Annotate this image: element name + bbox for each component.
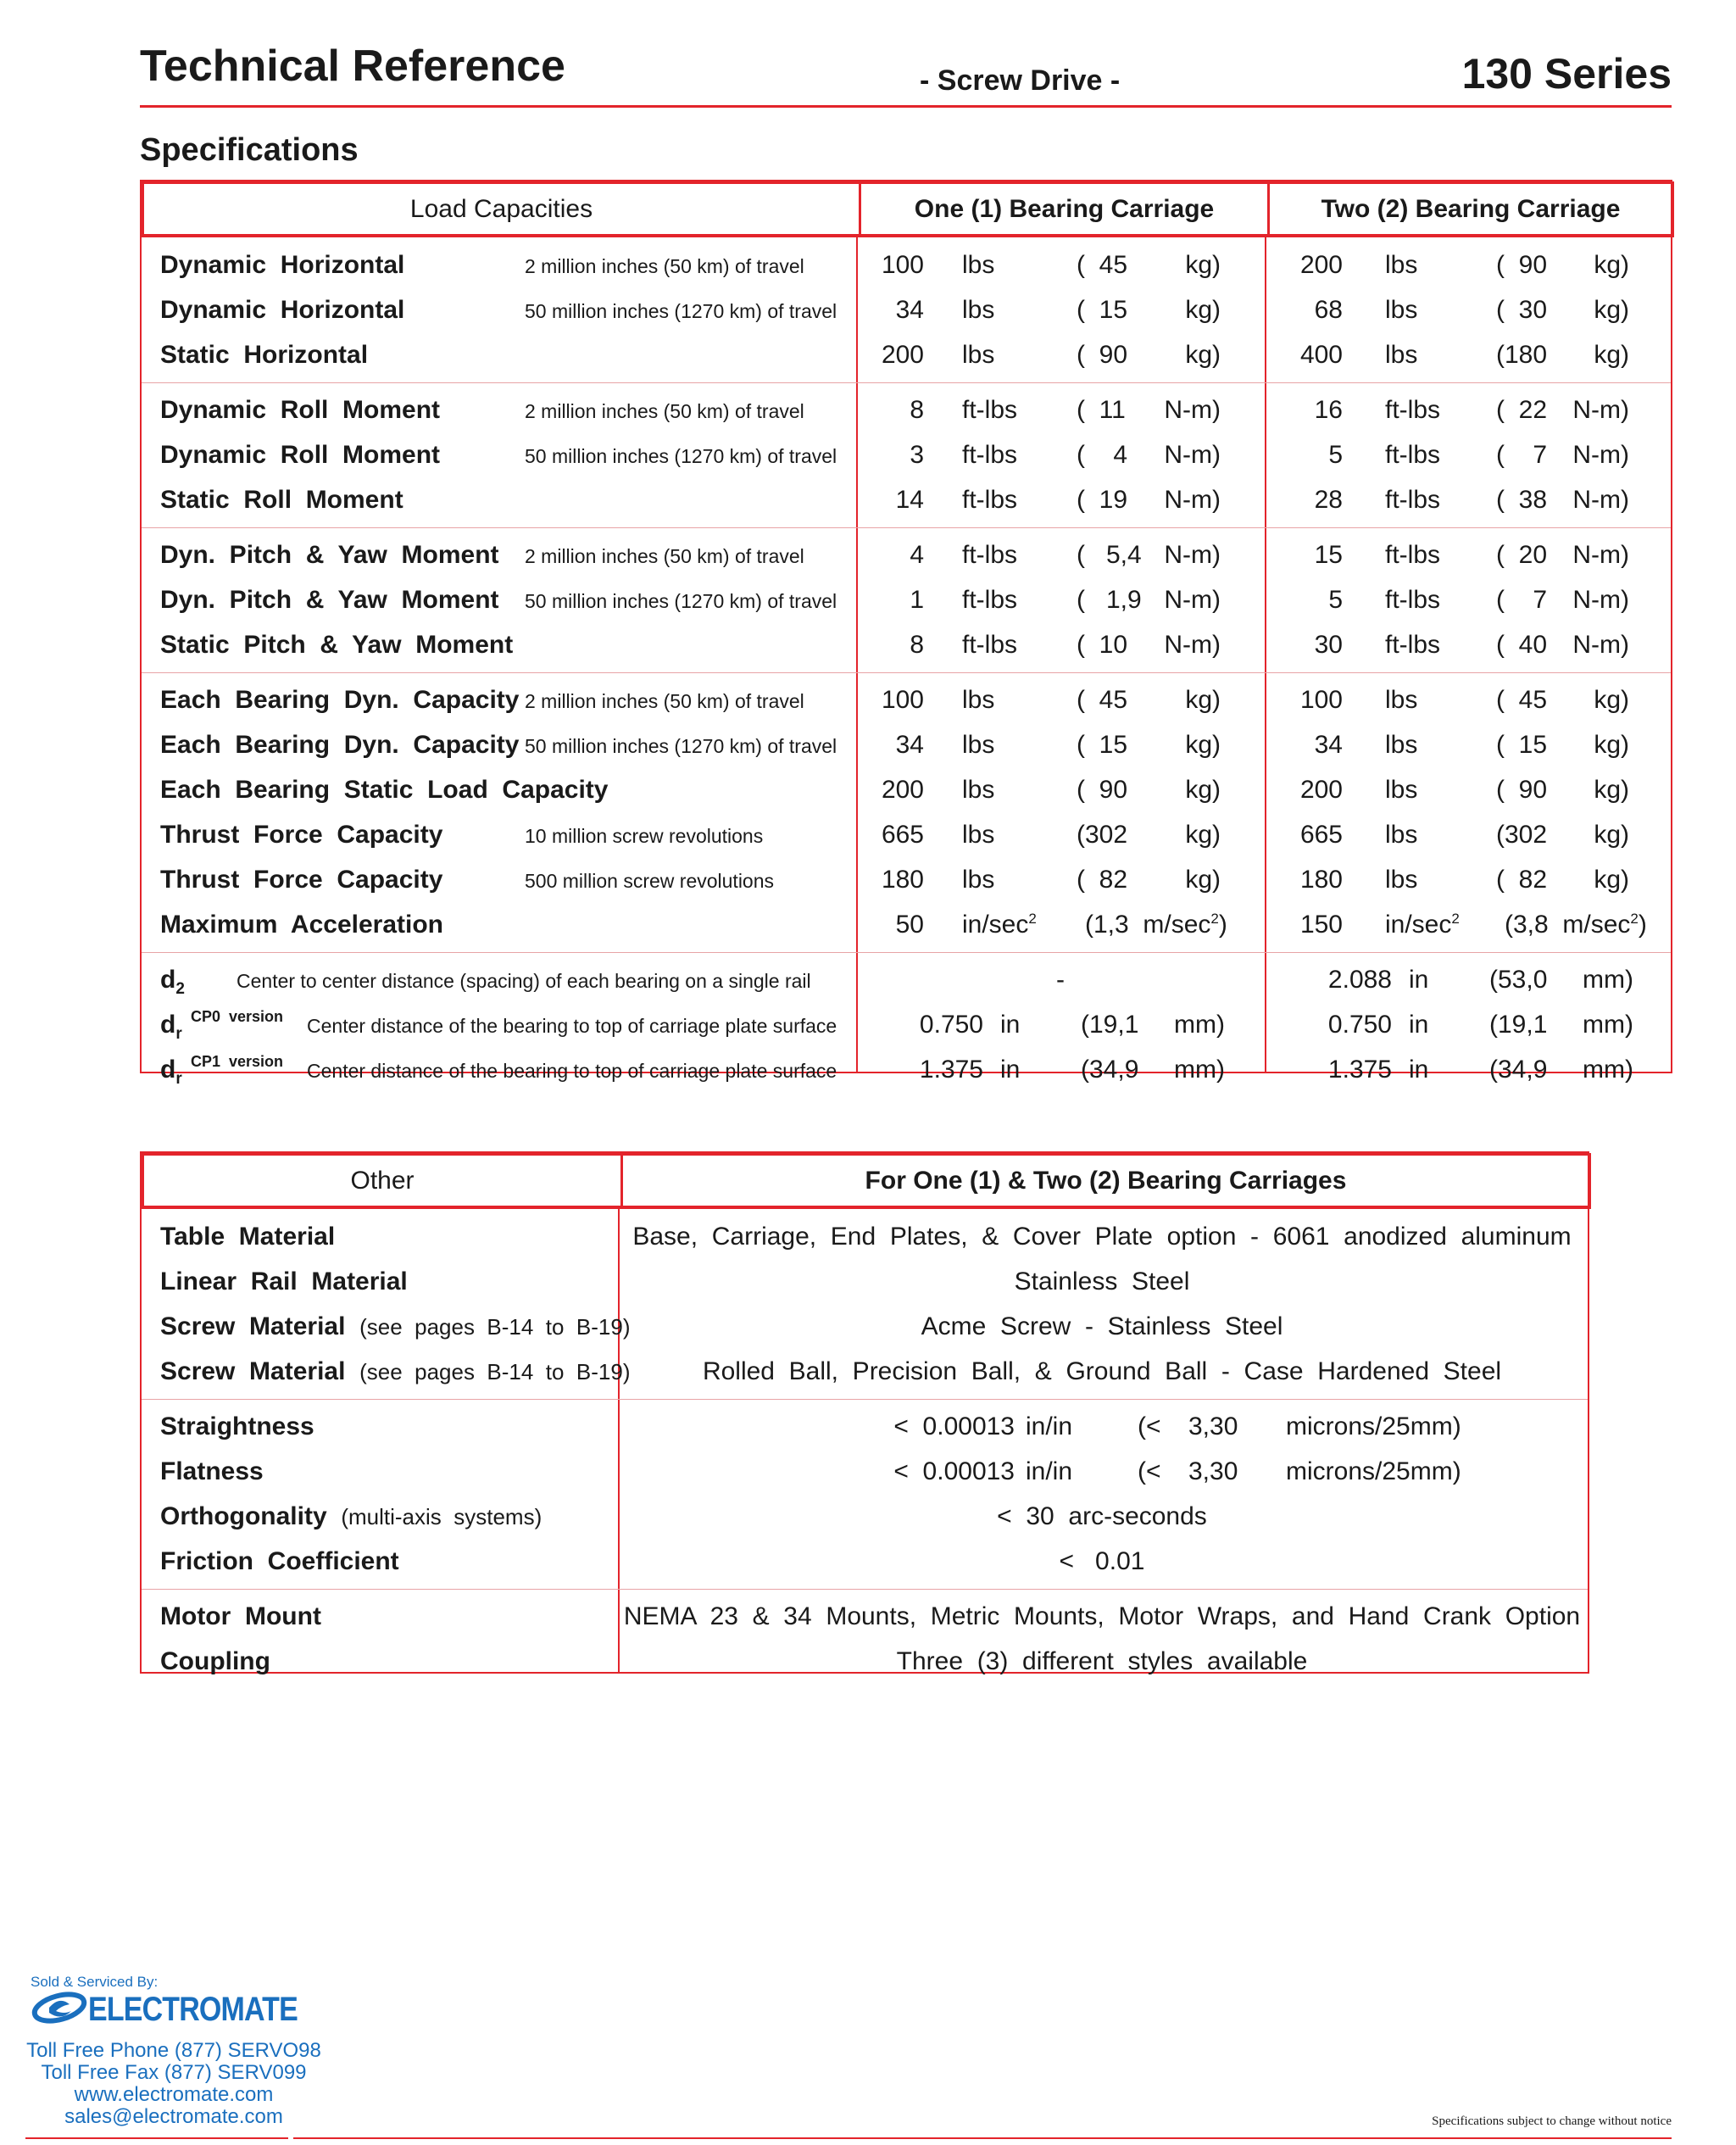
- spec-value: Rolled Ball, Precision Ball, & Ground Ball - Case Hardened Steel: [702, 1357, 1502, 1385]
- one-unit-text: lbs: [962, 296, 995, 324]
- dimension-symbol: [160, 1047, 182, 1092]
- two-metric-unit: N-m): [1572, 486, 1629, 514]
- load-capacities-table: [140, 180, 1672, 1088]
- two-value: 100: [1299, 686, 1343, 714]
- spec-note: 2 million inches (50 km) of travel: [525, 255, 804, 277]
- two-unit: [1385, 857, 1417, 902]
- row-divider: [142, 382, 1671, 383]
- two-unit: in: [1409, 1011, 1429, 1039]
- header-both-carriages: For One (1) & Two (2) Bearing Carriages: [620, 1156, 1589, 1206]
- one-unit: [962, 722, 994, 767]
- spec-value: < 30 arc-seconds: [997, 1502, 1207, 1530]
- one-unit: [962, 432, 1017, 477]
- dimension-version: CP0 version: [191, 1008, 284, 1025]
- spec-label: Each Bearing Dyn. Capacity: [160, 731, 520, 759]
- one-unit: [962, 577, 1017, 622]
- spec-note: 2 million inches (50 km) of travel: [525, 545, 804, 567]
- spec-label-text: Screw Material: [160, 1357, 346, 1385]
- two-metric-value: ( 40: [1496, 631, 1548, 659]
- two-value: 34: [1314, 731, 1343, 759]
- one-metric-unit: N-m): [1164, 541, 1221, 569]
- two-metric-value: ( 30: [1496, 296, 1548, 324]
- spec-label: Dynamic Horizontal: [160, 296, 405, 324]
- two-metric-unit: kg): [1594, 251, 1629, 279]
- spec-note: 50 million inches (1270 km) of travel: [525, 590, 837, 612]
- two-unit: [1385, 242, 1417, 287]
- one-value: 200: [881, 776, 924, 804]
- spec-label-note: (see pages B-14 to B-19): [359, 1314, 631, 1340]
- spec-value: Base, Carriage, End Plates, & Cover Plate option - 6061 anodized aluminum: [632, 1223, 1572, 1251]
- two-metric-unit: kg): [1594, 821, 1629, 849]
- two-unit-text: lbs: [1385, 686, 1418, 714]
- one-unit-text: lbs: [962, 821, 995, 849]
- header-other: Other: [350, 1166, 415, 1195]
- two-metric-unit: mm): [1583, 1011, 1633, 1039]
- row-divider: [142, 1589, 1588, 1590]
- spec-note: 500 million screw revolutions: [525, 870, 775, 892]
- one-unit: [962, 622, 1017, 667]
- two-metric-value: ( 20: [1496, 541, 1548, 569]
- brand-name: ELECTROMATE: [88, 1991, 298, 2028]
- one-unit: [962, 902, 1037, 947]
- dimension-letter: d: [160, 1011, 176, 1039]
- one-metric-value: ( 19: [1077, 486, 1128, 514]
- superscript: 2: [1028, 911, 1037, 927]
- page-title: Technical Reference: [140, 42, 565, 91]
- one-unit-text: lbs: [962, 776, 995, 804]
- dimension-subscript: r: [175, 1070, 182, 1088]
- two-unit-text: lbs: [1385, 251, 1418, 279]
- two-metric-value: ( 22: [1496, 396, 1548, 424]
- one-metric: [1085, 902, 1227, 947]
- two-unit: in: [1409, 1056, 1429, 1084]
- two-unit: [1385, 432, 1440, 477]
- two-unit: [1385, 287, 1417, 332]
- one-unit: [962, 477, 1017, 522]
- two-metric-value: (302: [1496, 821, 1548, 849]
- two-metric-value: (180: [1496, 341, 1548, 369]
- footer-rule: [25, 2137, 288, 2139]
- one-unit: [962, 532, 1017, 577]
- one-unit: [962, 242, 994, 287]
- spec-label: Dynamic Roll Moment: [160, 441, 441, 469]
- one-value: 3: [910, 441, 924, 469]
- one-metric-value: ( 90: [1077, 776, 1128, 804]
- two-unit-text: lbs: [1385, 776, 1418, 804]
- two-metric-close: ): [1638, 911, 1647, 939]
- spec-label-text: Orthogonality: [160, 1502, 327, 1530]
- dimension-subscript: 2: [175, 980, 185, 998]
- one-metric-unit: kg): [1185, 341, 1221, 369]
- one-metric-unit: N-m): [1164, 441, 1221, 469]
- one-metric-value: (19,1: [1081, 1011, 1139, 1039]
- spec-label: Thrust Force Capacity: [160, 821, 443, 849]
- one-value: 665: [881, 821, 924, 849]
- footer-rule: [293, 2137, 1672, 2139]
- one-metric-unit: N-m): [1164, 586, 1221, 614]
- spec-note: 50 million inches (1270 km) of travel: [525, 445, 837, 467]
- one-metric-value: ( 4: [1077, 441, 1128, 469]
- dimension-note: Center to center distance (spacing) of each bearing on a single rail: [236, 970, 811, 992]
- one-value: 4: [910, 541, 924, 569]
- one-unit-text: lbs: [962, 251, 995, 279]
- two-value: 5: [1328, 441, 1343, 469]
- sold-by-label: Sold & Serviced By:: [31, 1974, 159, 1990]
- two-metric-value: (34,9: [1489, 1056, 1548, 1084]
- spec-label: Dynamic Horizontal: [160, 251, 405, 279]
- two-metric-value: ( 15: [1496, 731, 1548, 759]
- one-metric-unit: N-m): [1164, 486, 1221, 514]
- spec-label-text: Friction Coefficient: [160, 1547, 399, 1575]
- spec-unit: in/in: [1026, 1412, 1073, 1440]
- two-metric-value: ( 7: [1496, 441, 1548, 469]
- one-value: 180: [881, 866, 924, 894]
- two-metric-value: ( 38: [1496, 486, 1548, 514]
- one-metric-value: (1,3: [1085, 911, 1129, 939]
- spec-label-text: Flatness: [160, 1457, 264, 1485]
- two-unit: [1385, 477, 1440, 522]
- one-metric-unit: kg): [1185, 296, 1221, 324]
- one-unit: [962, 332, 994, 377]
- two-unit-text: ft-lbs: [1385, 441, 1441, 469]
- one-metric-value: (302: [1077, 821, 1128, 849]
- one-value: 0.750: [919, 1011, 983, 1039]
- spec-label: Dynamic Roll Moment: [160, 396, 441, 424]
- one-unit-text: lbs: [962, 341, 995, 369]
- spec-label-text: Motor Mount: [160, 1602, 321, 1630]
- one-value: 100: [881, 251, 924, 279]
- two-metric-unit: kg): [1594, 731, 1629, 759]
- one-metric-value: ( 45: [1077, 251, 1128, 279]
- spec-label: Thrust Force Capacity: [160, 866, 443, 894]
- superscript: 2: [1451, 911, 1460, 927]
- dimension-note: Center distance of the bearing to top of carriage plate surface: [307, 1015, 837, 1037]
- one-unit: [962, 767, 994, 812]
- two-unit: in: [1409, 966, 1429, 994]
- row-divider: [142, 527, 1671, 528]
- electromate-logo-icon: [31, 1989, 88, 2031]
- two-unit-text: ft-lbs: [1385, 396, 1441, 424]
- one-unit-text: ft-lbs: [962, 631, 1018, 659]
- one-unit-text: ft-lbs: [962, 586, 1018, 614]
- two-unit-text: ft-lbs: [1385, 586, 1441, 614]
- two-unit: [1385, 332, 1417, 377]
- two-value: 150: [1299, 911, 1343, 939]
- spec-note: 50 million inches (1270 km) of travel: [525, 300, 837, 322]
- other-table-header: [142, 1153, 1591, 1209]
- two-unit-text: lbs: [1385, 731, 1418, 759]
- spec-label: [160, 1304, 631, 1349]
- load-table-header: [142, 181, 1674, 237]
- two-unit-text: lbs: [1385, 821, 1418, 849]
- spec-unit: in/in: [1026, 1457, 1073, 1485]
- one-metric-unit: kg): [1185, 731, 1221, 759]
- spec-note: 2 million inches (50 km) of travel: [525, 400, 804, 422]
- two-metric-unit: N-m): [1572, 631, 1629, 659]
- two-value: 400: [1299, 341, 1343, 369]
- spec-value: < 0.00013: [893, 1412, 1015, 1440]
- dimension-version: CP1 version: [191, 1053, 284, 1070]
- one-value: 100: [881, 686, 924, 714]
- two-metric-unit: kg): [1594, 296, 1629, 324]
- two-unit: [1385, 722, 1417, 767]
- header-two-bearing: Two (2) Bearing Carriage: [1267, 184, 1672, 234]
- two-unit: [1385, 532, 1440, 577]
- one-unit: in: [1000, 1056, 1021, 1084]
- two-metric-unit: N-m): [1572, 441, 1629, 469]
- spec-label-text: Screw Material: [160, 1312, 346, 1340]
- two-unit: [1385, 387, 1440, 432]
- two-metric-unit: kg): [1594, 686, 1629, 714]
- header-one-bearing: One (1) Bearing Carriage: [859, 184, 1267, 234]
- superscript: 2: [1630, 911, 1639, 927]
- spec-note: 50 million inches (1270 km) of travel: [525, 735, 837, 757]
- spec-metric-prefix: (<: [1138, 1457, 1161, 1485]
- two-value: 30: [1314, 631, 1343, 659]
- one-value: 200: [881, 341, 924, 369]
- spec-label-note: (see pages B-14 to B-19): [359, 1359, 631, 1384]
- two-metric-value: ( 82: [1496, 866, 1548, 894]
- two-value: 665: [1299, 821, 1343, 849]
- one-unit: in: [1000, 1011, 1021, 1039]
- two-metric-unit: kg): [1594, 866, 1629, 894]
- one-value: 8: [910, 631, 924, 659]
- spec-value: < 0.00013: [893, 1457, 1015, 1485]
- spec-label: [160, 1639, 270, 1684]
- two-value: 0.750: [1327, 1011, 1392, 1039]
- spec-value: Stainless Steel: [1014, 1268, 1190, 1295]
- row-divider: [142, 952, 1671, 953]
- two-unit-text: in/sec: [1385, 911, 1452, 939]
- spec-label-text: Table Material: [160, 1223, 336, 1251]
- one-metric-value: ( 1,9: [1077, 586, 1142, 614]
- row-divider: [142, 1399, 1588, 1400]
- one-metric-value: ( 10: [1077, 631, 1128, 659]
- spec-metric-unit: microns/25mm): [1286, 1457, 1461, 1485]
- spec-label-text: Coupling: [160, 1647, 270, 1675]
- two-metric-unit: mm): [1583, 1056, 1633, 1084]
- one-unit: [962, 287, 994, 332]
- spec-value: Three (3) different styles available: [896, 1647, 1308, 1675]
- series-label: 130 Series: [1461, 50, 1672, 98]
- header-rule: [140, 105, 1672, 108]
- one-metric-unit: N-m): [1164, 396, 1221, 424]
- phone-number[interactable]: Toll Free Phone (877) SERVO98: [26, 2039, 321, 2062]
- two-value: 180: [1299, 866, 1343, 894]
- email-link[interactable]: sales@electromate.com: [64, 2105, 283, 2128]
- two-unit-text: lbs: [1385, 341, 1418, 369]
- one-value: 14: [895, 486, 924, 514]
- two-metric-value: ( 90: [1496, 776, 1548, 804]
- spec-label: Static Roll Moment: [160, 486, 403, 514]
- one-metric-unit: kg): [1185, 866, 1221, 894]
- two-unit: [1385, 902, 1460, 947]
- spec-label: Each Bearing Static Load Capacity: [160, 776, 609, 804]
- one-metric-value: ( 45: [1077, 686, 1128, 714]
- fax-number: Toll Free Fax (877) SERV099: [41, 2061, 307, 2084]
- two-value: 200: [1299, 776, 1343, 804]
- spec-label-text: Straightness: [160, 1412, 314, 1440]
- two-metric-unit: mm): [1583, 966, 1633, 994]
- one-unit: [962, 677, 994, 722]
- one-metric-value: (34,9: [1081, 1056, 1139, 1084]
- one-metric-value: ( 82: [1077, 866, 1128, 894]
- one-metric-unit: m/sec: [1143, 911, 1211, 939]
- website-link[interactable]: www.electromate.com: [74, 2083, 274, 2106]
- spec-value: < 0.01: [1059, 1547, 1145, 1575]
- two-value: 1.375: [1327, 1056, 1392, 1084]
- two-unit: [1385, 812, 1417, 857]
- row-divider: [142, 672, 1671, 673]
- spec-label: [160, 1594, 321, 1639]
- two-unit-text: ft-lbs: [1385, 631, 1441, 659]
- spec-label: Dyn. Pitch & Yaw Moment: [160, 541, 499, 569]
- one-metric-value: ( 90: [1077, 341, 1128, 369]
- spec-label: [160, 1259, 408, 1304]
- two-metric-unit: m/sec: [1562, 911, 1631, 939]
- spec-label: [160, 1494, 542, 1539]
- one-metric-value: ( 5,4: [1077, 541, 1142, 569]
- dimension-subscript: r: [175, 1025, 182, 1043]
- superscript: 2: [1210, 911, 1219, 927]
- two-metric-value: (3,8: [1505, 911, 1549, 939]
- spec-label-note: (multi-axis systems): [341, 1504, 542, 1529]
- spec-label: [160, 1449, 264, 1494]
- spec-metric-prefix: (<: [1138, 1412, 1161, 1440]
- one-value: 50: [895, 911, 924, 939]
- two-value: 5: [1328, 586, 1343, 614]
- two-metric-unit: N-m): [1572, 541, 1629, 569]
- one-metric-value: ( 15: [1077, 731, 1128, 759]
- one-metric-value: ( 11: [1077, 396, 1126, 424]
- one-value: 8: [910, 396, 924, 424]
- two-unit: [1385, 767, 1417, 812]
- one-value: -: [1056, 966, 1065, 994]
- one-metric-unit: kg): [1185, 686, 1221, 714]
- dimension-symbol: [160, 957, 185, 1002]
- one-value: 1: [910, 586, 924, 614]
- one-unit-text: ft-lbs: [962, 396, 1018, 424]
- spec-label: [160, 1214, 335, 1259]
- one-unit-text: in/sec: [962, 911, 1029, 939]
- one-unit-text: lbs: [962, 686, 995, 714]
- spec-label: [160, 1349, 631, 1394]
- two-value: 2.088: [1327, 966, 1392, 994]
- two-unit-text: ft-lbs: [1385, 486, 1441, 514]
- two-unit: [1385, 622, 1440, 667]
- page-subtitle: - Screw Drive -: [920, 64, 1121, 97]
- spec-metric-unit: microns/25mm): [1286, 1412, 1461, 1440]
- one-value: 1.375: [919, 1056, 983, 1084]
- two-metric-unit: kg): [1594, 341, 1629, 369]
- two-metric-unit: N-m): [1572, 586, 1629, 614]
- spec-note: 2 million inches (50 km) of travel: [525, 690, 804, 712]
- dimension-letter: d: [160, 966, 176, 994]
- spec-label: [160, 1539, 399, 1584]
- spec-value: NEMA 23 & 34 Mounts, Metric Mounts, Motor Wraps, and Hand Crank Option: [623, 1602, 1581, 1630]
- one-unit-text: ft-lbs: [962, 441, 1018, 469]
- two-metric-value: ( 90: [1496, 251, 1548, 279]
- one-metric-unit: mm): [1174, 1056, 1225, 1084]
- two-metric-value: ( 7: [1496, 586, 1548, 614]
- two-metric: [1505, 902, 1647, 947]
- one-value: 34: [895, 296, 924, 324]
- dimension-note: Center distance of the bearing to top of carriage plate surface: [307, 1060, 837, 1082]
- two-value: 15: [1314, 541, 1343, 569]
- two-unit-text: lbs: [1385, 866, 1418, 894]
- header-load-capacities: Load Capacities: [409, 194, 593, 223]
- one-unit-text: ft-lbs: [962, 541, 1018, 569]
- one-unit: [962, 812, 994, 857]
- one-metric-unit: N-m): [1164, 631, 1221, 659]
- two-value: 16: [1314, 396, 1343, 424]
- spec-label: Maximum Acceleration: [160, 911, 443, 939]
- spec-value: Acme Screw - Stainless Steel: [921, 1312, 1283, 1340]
- one-metric-unit: mm): [1174, 1011, 1225, 1039]
- section-heading: Specifications: [140, 132, 359, 168]
- two-value: 200: [1299, 251, 1343, 279]
- two-unit-text: ft-lbs: [1385, 541, 1441, 569]
- disclaimer: Specifications subject to change without notice: [1432, 2114, 1672, 2128]
- one-metric-unit: kg): [1185, 776, 1221, 804]
- spec-metric-value: 3,30: [1188, 1412, 1238, 1440]
- two-unit: [1385, 677, 1417, 722]
- two-metric-unit: kg): [1594, 776, 1629, 804]
- two-metric-value: ( 45: [1496, 686, 1548, 714]
- one-value: 34: [895, 731, 924, 759]
- one-metric-close: ): [1218, 911, 1227, 939]
- spec-label: Static Horizontal: [160, 341, 369, 369]
- one-unit-text: lbs: [962, 731, 995, 759]
- spec-metric-value: 3,30: [1188, 1457, 1238, 1485]
- spec-label: Each Bearing Dyn. Capacity: [160, 686, 520, 714]
- two-metric-unit: N-m): [1572, 396, 1629, 424]
- one-metric-unit: kg): [1185, 251, 1221, 279]
- two-value: 68: [1314, 296, 1343, 324]
- one-unit-text: ft-lbs: [962, 486, 1018, 514]
- spec-label-text: Linear Rail Material: [160, 1268, 408, 1295]
- two-unit: [1385, 577, 1440, 622]
- spec-label: Static Pitch & Yaw Moment: [160, 631, 514, 659]
- two-value: 28: [1314, 486, 1343, 514]
- spec-label: [160, 1404, 314, 1449]
- one-metric-value: ( 15: [1077, 296, 1128, 324]
- two-metric-value: (19,1: [1489, 1011, 1548, 1039]
- dimension-symbol: [160, 1002, 182, 1047]
- two-metric-value: (53,0: [1489, 966, 1548, 994]
- one-metric-unit: kg): [1185, 821, 1221, 849]
- one-unit: [962, 857, 994, 902]
- dimension-letter: d: [160, 1056, 176, 1084]
- two-unit-text: lbs: [1385, 296, 1418, 324]
- other-specs-table: [140, 1151, 1589, 1674]
- spec-label: Dyn. Pitch & Yaw Moment: [160, 586, 499, 614]
- one-unit-text: lbs: [962, 866, 995, 894]
- one-unit: [962, 387, 1017, 432]
- spec-note: 10 million screw revolutions: [525, 825, 764, 847]
